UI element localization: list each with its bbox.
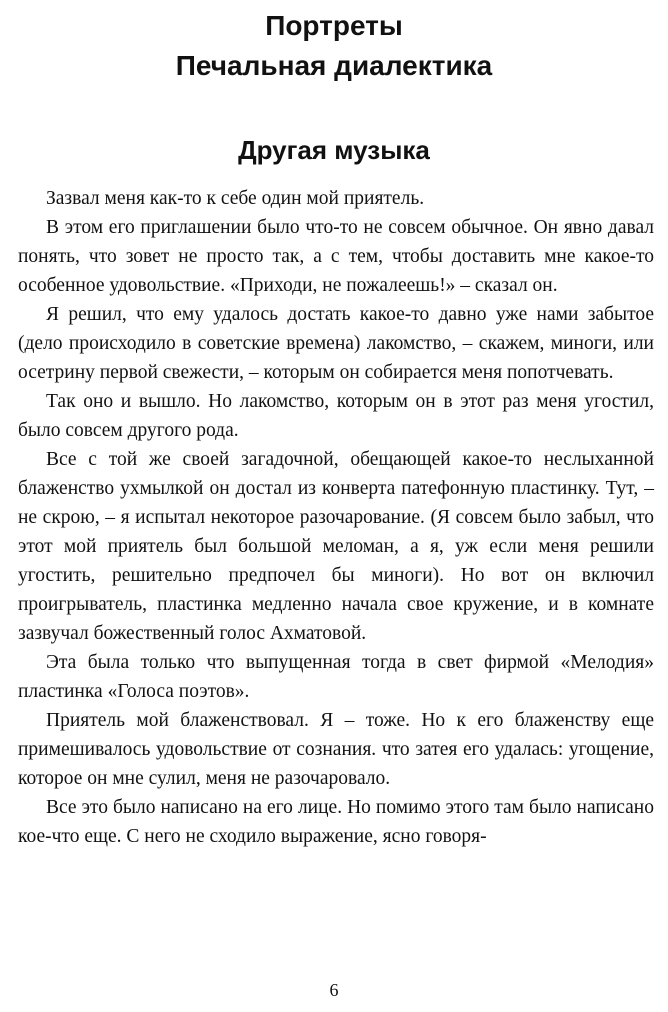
paragraph: Я решил, что ему удалось достать какое-то давно уже нами забытое (дело происходило в советские времена) лакомство, – скажем, миноги, или осетрину первой свежести, – которым он собирается меня попотчевать.	[18, 304, 654, 383]
paragraph: Зазвал меня как-то к себе один мой приятель.	[46, 188, 425, 209]
paragraph: В этом его приглашении было что-то не совсем обычное. Он явно давал понять, что зовет не просто так, а с тем, чтобы доставить мне какое-то особенное удовольствие. «Приходи, не пожалеешь!» – сказал он.	[18, 217, 654, 296]
paragraph: Все это было написано на его лице. Но помимо этого там было написано кое-что еще. С него не сходило выражение, ясно говоря-	[18, 797, 654, 847]
section-title: Портреты	[265, 10, 403, 41]
page-number: 6	[329, 980, 339, 1000]
paragraph: Так оно и вышло. Но лакомство, которым он в этот раз меня угостил, было совсем другого рода.	[18, 391, 654, 441]
section-subtitle: Печальная диалектика	[175, 50, 493, 81]
body-text	[18, 184, 654, 851]
paragraph: Эта была только что выпущенная тогда в свет фирмой «Мелодия» пластинка «Голоса поэтов».	[18, 652, 654, 702]
paragraph: Все с той же своей загадочной, обещающей какое-то неслыханной блаженство ухмылкой он достал из конверта патефонную пластинку. Тут, – не скрою, – я испытал некоторое разочарование. (Я совсем было забыл, что этот мой приятель был большой меломан, а я, уж если меня решили угостить, решительно предпочел бы миноги). Но вот он включил проигрыватель, пластинка медленно начала свое кружение, и в комнате зазвучал божественный голос Ахматовой.	[18, 449, 654, 644]
chapter-title: Другая музыка	[238, 135, 430, 165]
paragraph: Приятель мой блаженствовал. Я – тоже. Но к его блаженству еще примешивалось удовольствие от сознания. что затея его удалась: угощение, которое он мне сулил, меня не разочаровало.	[18, 710, 654, 789]
